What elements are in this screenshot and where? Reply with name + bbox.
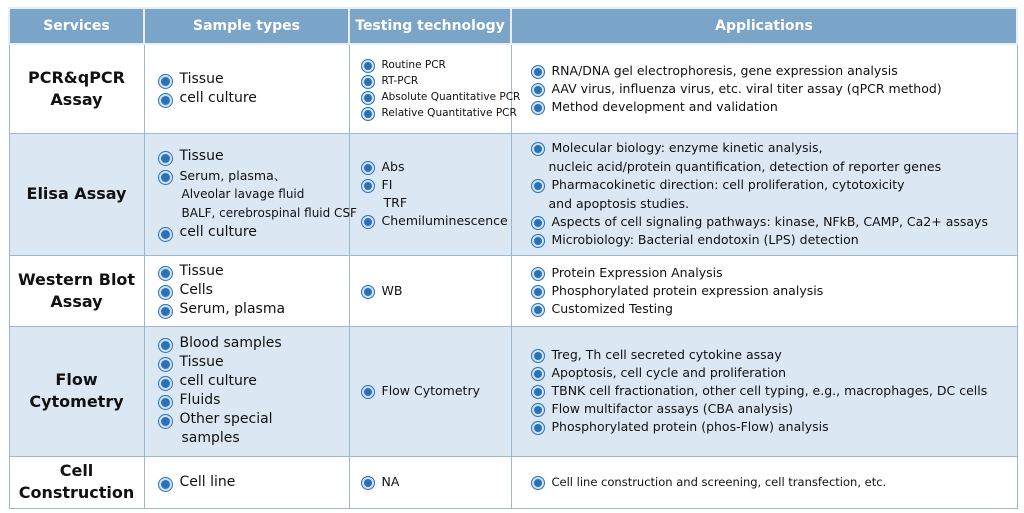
bullet-icon bbox=[532, 143, 544, 155]
bullet-icon bbox=[362, 108, 374, 120]
list-item-continuation: nucleic acid/protein quantification, detection of reporter genes bbox=[548, 159, 942, 174]
service-name bbox=[9, 326, 144, 456]
list-item: Tissue bbox=[159, 147, 349, 166]
bullet-icon bbox=[159, 305, 172, 318]
testing-technology-cell bbox=[349, 326, 511, 456]
bullet-icon bbox=[159, 358, 172, 371]
bullet-icon bbox=[159, 152, 172, 165]
list-item: cell culture bbox=[159, 223, 349, 242]
service-label: Elisa Assay bbox=[26, 184, 127, 203]
table-row bbox=[9, 44, 1017, 133]
service-name bbox=[9, 255, 144, 326]
list-item: Method development and validation bbox=[532, 98, 1017, 116]
table-row bbox=[9, 326, 1017, 456]
bullet-icon bbox=[159, 478, 172, 491]
testing-technology-cell bbox=[349, 255, 511, 326]
service-label: Western Blot Assay bbox=[17, 269, 136, 311]
bullet-icon bbox=[532, 422, 544, 434]
bullet-icon bbox=[159, 339, 172, 352]
bullet-icon bbox=[362, 92, 374, 104]
list-item: Relative Quantitative PCR bbox=[362, 105, 511, 121]
list-item-continuation: samples bbox=[181, 430, 240, 446]
list-item: Flow multifactor assays (CBA analysis) bbox=[532, 400, 1017, 418]
bullet-icon bbox=[532, 350, 544, 362]
bullet-icon bbox=[159, 286, 172, 299]
list-item: Cell line bbox=[159, 473, 349, 492]
service-label: Cell Construction bbox=[18, 461, 135, 502]
applications-cell bbox=[511, 133, 1017, 255]
list-item: Pharmacokinetic direction: cell proliferation, cytotoxicity bbox=[532, 176, 1017, 194]
list-item: Customized Testing bbox=[532, 300, 1017, 318]
header-row bbox=[9, 8, 1017, 44]
bullet-icon bbox=[532, 386, 544, 398]
bullet-icon bbox=[362, 286, 374, 298]
applications-cell bbox=[511, 255, 1017, 326]
header-applications: Applications bbox=[511, 8, 1017, 44]
list-item: Protein Expression Analysis bbox=[532, 264, 1017, 282]
list-item: Phosphorylated protein expression analysis bbox=[532, 282, 1017, 300]
bullet-icon bbox=[532, 66, 544, 78]
bullet-icon bbox=[159, 267, 172, 280]
list-item: Routine PCR bbox=[362, 57, 511, 73]
bullet-icon bbox=[532, 477, 544, 489]
bullet-icon bbox=[532, 102, 544, 114]
bullet-icon bbox=[532, 217, 544, 229]
service-name bbox=[9, 456, 144, 508]
service-name bbox=[9, 44, 144, 133]
sample-types-cell bbox=[144, 456, 349, 508]
bullet-icon bbox=[362, 76, 374, 88]
list-item: WB bbox=[362, 282, 511, 300]
bullet-icon bbox=[532, 286, 544, 298]
list-item: Aspects of cell signaling pathways: kinase, NFkB, CAMP, Ca2+ assays bbox=[532, 213, 1017, 231]
list-item: FI bbox=[362, 176, 511, 194]
list-item: Tissue bbox=[159, 262, 349, 281]
bullet-icon bbox=[362, 216, 374, 228]
header-sample-types: Sample types bbox=[144, 8, 349, 44]
bullet-icon bbox=[532, 304, 544, 316]
list-item: Apoptosis, cell cycle and proliferation bbox=[532, 364, 1017, 382]
table-row bbox=[9, 255, 1017, 326]
sample-types-cell bbox=[144, 255, 349, 326]
bullet-icon bbox=[362, 180, 374, 192]
bullet-icon bbox=[532, 404, 544, 416]
bullet-icon bbox=[159, 171, 172, 184]
list-item: Tissue bbox=[159, 353, 349, 372]
table-row bbox=[9, 133, 1017, 255]
header-testing-technology: Testing technology bbox=[349, 8, 511, 44]
applications-cell bbox=[511, 326, 1017, 456]
list-item: Molecular biology: enzyme kinetic analysis, bbox=[532, 139, 1017, 157]
list-item: Cell line construction and screening, cell transfection, etc. bbox=[532, 473, 1017, 491]
bullet-icon bbox=[532, 84, 544, 96]
bullet-icon bbox=[159, 415, 172, 428]
list-item: Blood samples bbox=[159, 334, 349, 353]
bullet-icon bbox=[532, 180, 544, 192]
list-item: cell culture bbox=[159, 372, 349, 391]
list-item: Serum, plasma、 bbox=[159, 166, 349, 185]
service-label: Flow Cytometry bbox=[29, 370, 124, 411]
list-item: Microbiology: Bacterial endotoxin (LPS) detection bbox=[532, 231, 1017, 249]
applications-cell bbox=[511, 44, 1017, 133]
list-item: Treg, Th cell secreted cytokine assay bbox=[532, 346, 1017, 364]
bullet-icon bbox=[362, 60, 374, 72]
testing-technology-cell bbox=[349, 44, 521, 133]
list-item: Flow Cytometry bbox=[362, 382, 511, 400]
sample-types-cell bbox=[144, 133, 357, 255]
bullet-icon bbox=[532, 235, 544, 247]
list-item: TBNK cell fractionation, other cell typing, e.g., macrophages, DC cells bbox=[532, 382, 1017, 400]
list-item: RNA/DNA gel electrophoresis, gene expression analysis bbox=[532, 62, 1017, 80]
bullet-icon bbox=[362, 386, 374, 398]
list-item: RT-PCR bbox=[362, 73, 511, 89]
list-item: NA bbox=[362, 473, 511, 491]
list-item: Cells bbox=[159, 281, 349, 300]
testing-technology-cell bbox=[349, 456, 511, 508]
bullet-icon bbox=[159, 228, 172, 241]
list-item-continuation: Alveolar lavage fluid bbox=[181, 186, 305, 201]
bullet-icon bbox=[362, 477, 374, 489]
list-item: Tissue bbox=[159, 70, 349, 89]
list-item-continuation: TRF bbox=[383, 195, 408, 210]
bullet-icon bbox=[159, 75, 172, 88]
sample-types-cell bbox=[144, 326, 349, 456]
service-name bbox=[9, 133, 144, 255]
list-item: Absolute Quantitative PCR bbox=[362, 89, 511, 105]
applications-cell bbox=[511, 456, 1017, 508]
bullet-icon bbox=[159, 377, 172, 390]
bullet-icon bbox=[159, 396, 172, 409]
list-item: Abs bbox=[362, 158, 511, 176]
list-item: Phosphorylated protein (phos-Flow) analysis bbox=[532, 418, 1017, 436]
list-item: Serum, plasma bbox=[159, 300, 349, 319]
list-item-continuation: BALF, cerebrospinal fluid CSF bbox=[181, 205, 357, 220]
list-item: Chemiluminescence bbox=[362, 212, 511, 230]
testing-technology-cell bbox=[349, 133, 511, 255]
list-item: cell culture bbox=[159, 89, 349, 108]
header-services: Services bbox=[9, 8, 144, 44]
table-row bbox=[9, 456, 1017, 508]
services-table-container bbox=[8, 7, 1016, 509]
bullet-icon bbox=[159, 94, 172, 107]
services-table bbox=[8, 7, 1018, 509]
sample-types-cell bbox=[144, 44, 349, 133]
list-item-continuation: and apoptosis studies. bbox=[548, 196, 690, 211]
bullet-icon bbox=[362, 162, 374, 174]
list-item: Fluids bbox=[159, 391, 349, 410]
list-item: Other special bbox=[159, 410, 349, 429]
list-item: AAV virus, influenza virus, etc. viral titer assay (qPCR method) bbox=[532, 80, 1017, 98]
service-label: PCR&qPCR Assay bbox=[28, 67, 125, 109]
bullet-icon bbox=[532, 368, 544, 380]
bullet-icon bbox=[532, 268, 544, 280]
